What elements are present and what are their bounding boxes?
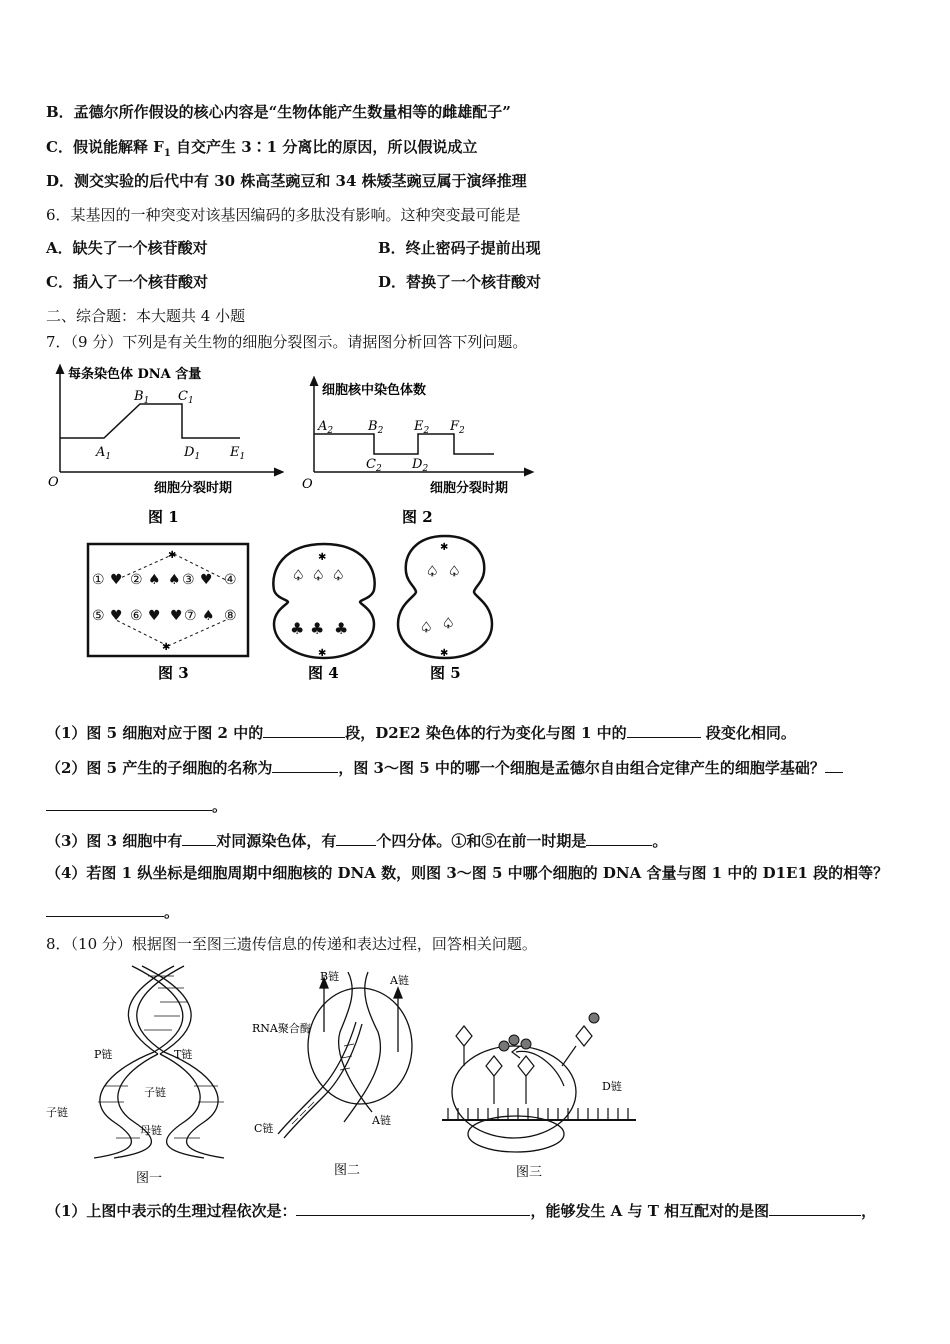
svg-text:♠: ♠ — [202, 608, 215, 624]
svg-text:⑥: ⑥ — [130, 608, 143, 624]
fig1-point-a: $A_1$ — [96, 445, 112, 462]
q7-1-blank-1[interactable] — [263, 722, 345, 738]
fig5-cell-outline — [398, 536, 492, 658]
svg-text:②: ② — [130, 572, 143, 588]
fig2-xlabel: 细胞分裂时期 — [430, 481, 509, 496]
svg-text:♠: ♠ — [312, 568, 325, 584]
fig3-chromosomes — [92, 572, 237, 624]
svg-text:♥: ♥ — [170, 608, 183, 624]
fig5-spindle-bottom-icon: ✱ — [440, 648, 449, 659]
fig1-xlabel: 细胞分裂时期 — [154, 481, 233, 496]
q6-option-c: C．插入了一个核苷酸对 — [46, 273, 208, 291]
q7-1-blank-2[interactable] — [627, 722, 701, 738]
q8-1-blank-2[interactable] — [769, 1200, 861, 1216]
q6-option-d: D．替换了一个核苷酸对 — [378, 273, 542, 291]
svg-text:♠: ♠ — [292, 568, 305, 584]
fig-a-p-chain-label: P链 — [94, 1048, 113, 1061]
q7-2-blank-1[interactable] — [272, 757, 338, 773]
q8-1-blank-1[interactable] — [296, 1200, 530, 1216]
fig3-chromosome-icon: ♥ — [110, 572, 123, 588]
fig-a-daughter-chain-label-2: 子链 — [46, 1106, 68, 1119]
fig-b-a-chain-label-top: A链 — [390, 974, 409, 987]
svg-text:⑤: ⑤ — [92, 608, 105, 624]
question-6: 6．某基因的一种突变对该基因编码的多肽没有影响。这种突变最可能是 — [46, 206, 521, 224]
figure-5-cell — [390, 532, 500, 682]
fig-b-caption: 图二 — [334, 1163, 361, 1178]
option-c: C．假说能解释 $F_1$ 自交产生 3∶1 分离比的原因，所以假说成立 — [46, 138, 478, 159]
fig4-caption: 图 4 — [308, 664, 339, 682]
svg-text:♠: ♠ — [148, 572, 161, 588]
fig2-point-d: $D_2$ — [412, 457, 429, 474]
figure-4-cell — [264, 540, 384, 682]
question-8: 8．（10 分）根据图一至图三遗传信息的传递和表达过程，回答相关问题。 — [46, 935, 537, 953]
fig1-point-b: $B_1$ — [134, 389, 150, 406]
q7-part-4: （4）若图 1 纵坐标是细胞周期中细胞核的 DNA 数，则图 3～图 5 中哪个细胞的 DNA 含量与图 1 中的 D1E1 段的相等？ — [46, 864, 889, 882]
svg-text:♠: ♠ — [168, 572, 181, 588]
fig2-point-e: $E_2$ — [414, 419, 430, 436]
fig-c-trna — [456, 1026, 592, 1104]
option-b: B．孟德尔所作假设的核心内容是“生物体能产生数量相等的雌雄配子” — [46, 103, 511, 121]
fig2-curve — [314, 434, 494, 454]
svg-text:♥: ♥ — [148, 608, 161, 624]
fig2-origin: O — [302, 477, 313, 492]
svg-text:①: ① — [92, 572, 105, 588]
fig2-ylabel: 细胞核中染色体数 — [322, 383, 427, 398]
fig3-spindle-bottom-icon: ✱ — [162, 642, 171, 653]
fig4-spindle-bottom-icon: ✱ — [318, 648, 327, 659]
q7-part-3: （3）图 3 细胞中有 对同源染色体，有 个四分体。①和⑤在前一时期是 。 — [46, 832, 668, 850]
fig1-origin: O — [48, 475, 59, 490]
svg-text:♣: ♣ — [334, 619, 349, 638]
q7-3-blank-3[interactable] — [586, 830, 652, 846]
q7-3-blank-2[interactable] — [336, 830, 376, 846]
fig3-caption: 图 3 — [158, 664, 189, 682]
fig4-spindle-top-icon: ✱ — [318, 552, 327, 563]
question-7: 7．（9 分）下列是有关生物的细胞分裂图示。请据图分析回答下列问题。 — [46, 333, 528, 351]
fig2-point-f: $F_2$ — [450, 419, 465, 436]
svg-text:♥: ♥ — [110, 608, 123, 624]
q6-option-b: B．终止密码子提前出现 — [378, 239, 541, 257]
fig1-curve — [60, 404, 240, 438]
svg-text:♣: ♣ — [290, 619, 305, 638]
fig-a-daughter-chain-label-1: 子链 — [144, 1086, 166, 1099]
figure-translation — [436, 996, 646, 1186]
q7-part-1: （1）图 5 细胞对应于图 2 中的 段，D2E2 染色体的行为变化与图 1 中的 段变化相同。 — [46, 724, 796, 742]
fig-b-rna-polymerase-label: RNA聚合酶 — [252, 1022, 311, 1035]
fig2-point-b: $B_2$ — [368, 419, 384, 436]
fig2-point-a: $A_2$ — [318, 419, 334, 436]
fig1-point-c: $C_1$ — [178, 389, 194, 406]
figure-2-graph — [298, 376, 538, 530]
fig4-chromosomes — [292, 568, 345, 584]
fig-b-b-chain-label: B链 — [320, 970, 340, 983]
q7-2-blank-3[interactable] — [46, 795, 212, 811]
fig5-chromosomes — [420, 564, 461, 636]
section-2-heading: 二、综合题：本大题共 4 小题 — [46, 307, 246, 325]
fig-a-t-chain-label: T链 — [174, 1048, 193, 1061]
q7-part-2: （2）图 5 产生的子细胞的名称为 ，图 3～图 5 中的哪一个细胞是孟德尔自由组合定律产生的细胞学基础？ — [46, 757, 843, 778]
fig-a-caption: 图一 — [136, 1171, 163, 1186]
figure-dna-replication — [44, 962, 244, 1188]
svg-text:♠: ♠ — [442, 616, 455, 632]
svg-text:③: ③ — [182, 572, 195, 588]
svg-text:♥: ♥ — [200, 572, 213, 588]
fig-c-d-chain-label: D链 — [602, 1080, 622, 1093]
fig2-caption: 图 2 — [402, 508, 433, 526]
fig1-ylabel: 每条染色体 DNA 含量 — [68, 367, 202, 382]
fig5-caption: 图 5 — [430, 664, 461, 682]
fig1-caption: 图 1 — [148, 508, 179, 526]
figure-1-graph — [44, 360, 284, 530]
svg-text:♠: ♠ — [448, 564, 461, 580]
fig-c-caption: 图三 — [516, 1165, 543, 1180]
fig-c-ribosome-small — [468, 1116, 564, 1152]
q7-part-2-cont: 。 — [46, 795, 227, 816]
svg-text:④: ④ — [224, 572, 237, 588]
svg-text:♣: ♣ — [310, 619, 325, 638]
fig3-spindle-top-icon: ✱ — [168, 550, 177, 561]
fig1-point-d: $D_1$ — [184, 445, 201, 462]
fig1-point-e: $E_1$ — [230, 445, 246, 462]
figure-3-cell — [86, 540, 252, 682]
svg-text:⑦: ⑦ — [184, 608, 197, 624]
svg-text:♠: ♠ — [426, 564, 439, 580]
q8-part-1: （1）上图中表示的生理过程依次是： ，能够发生 A 与 T 相互配对的是图 ， — [46, 1202, 877, 1220]
figure-transcription — [248, 962, 438, 1188]
fig-a-parent-chain-label: 母链 — [140, 1124, 162, 1137]
q7-part-4-cont: 。 — [46, 901, 179, 922]
q7-2-blank-2[interactable] — [825, 757, 843, 773]
svg-text:♠: ♠ — [332, 568, 345, 584]
fig2-point-c: $C_2$ — [366, 457, 382, 474]
q7-4-blank[interactable] — [46, 901, 164, 917]
fig5-spindle-top-icon: ✱ — [440, 542, 449, 553]
q7-3-blank-1[interactable] — [182, 830, 216, 846]
q6-option-a: A．缺失了一个核苷酸对 — [46, 239, 208, 257]
fig-b-c-chain-label: C链 — [254, 1122, 274, 1135]
fig-b-a-chain-label-bottom: A链 — [372, 1114, 391, 1127]
svg-text:♠: ♠ — [420, 620, 433, 636]
svg-text:⑧: ⑧ — [224, 608, 237, 624]
option-d: D．测交实验的后代中有 30 株高茎豌豆和 34 株矮茎豌豆属于演绎推理 — [46, 172, 527, 190]
